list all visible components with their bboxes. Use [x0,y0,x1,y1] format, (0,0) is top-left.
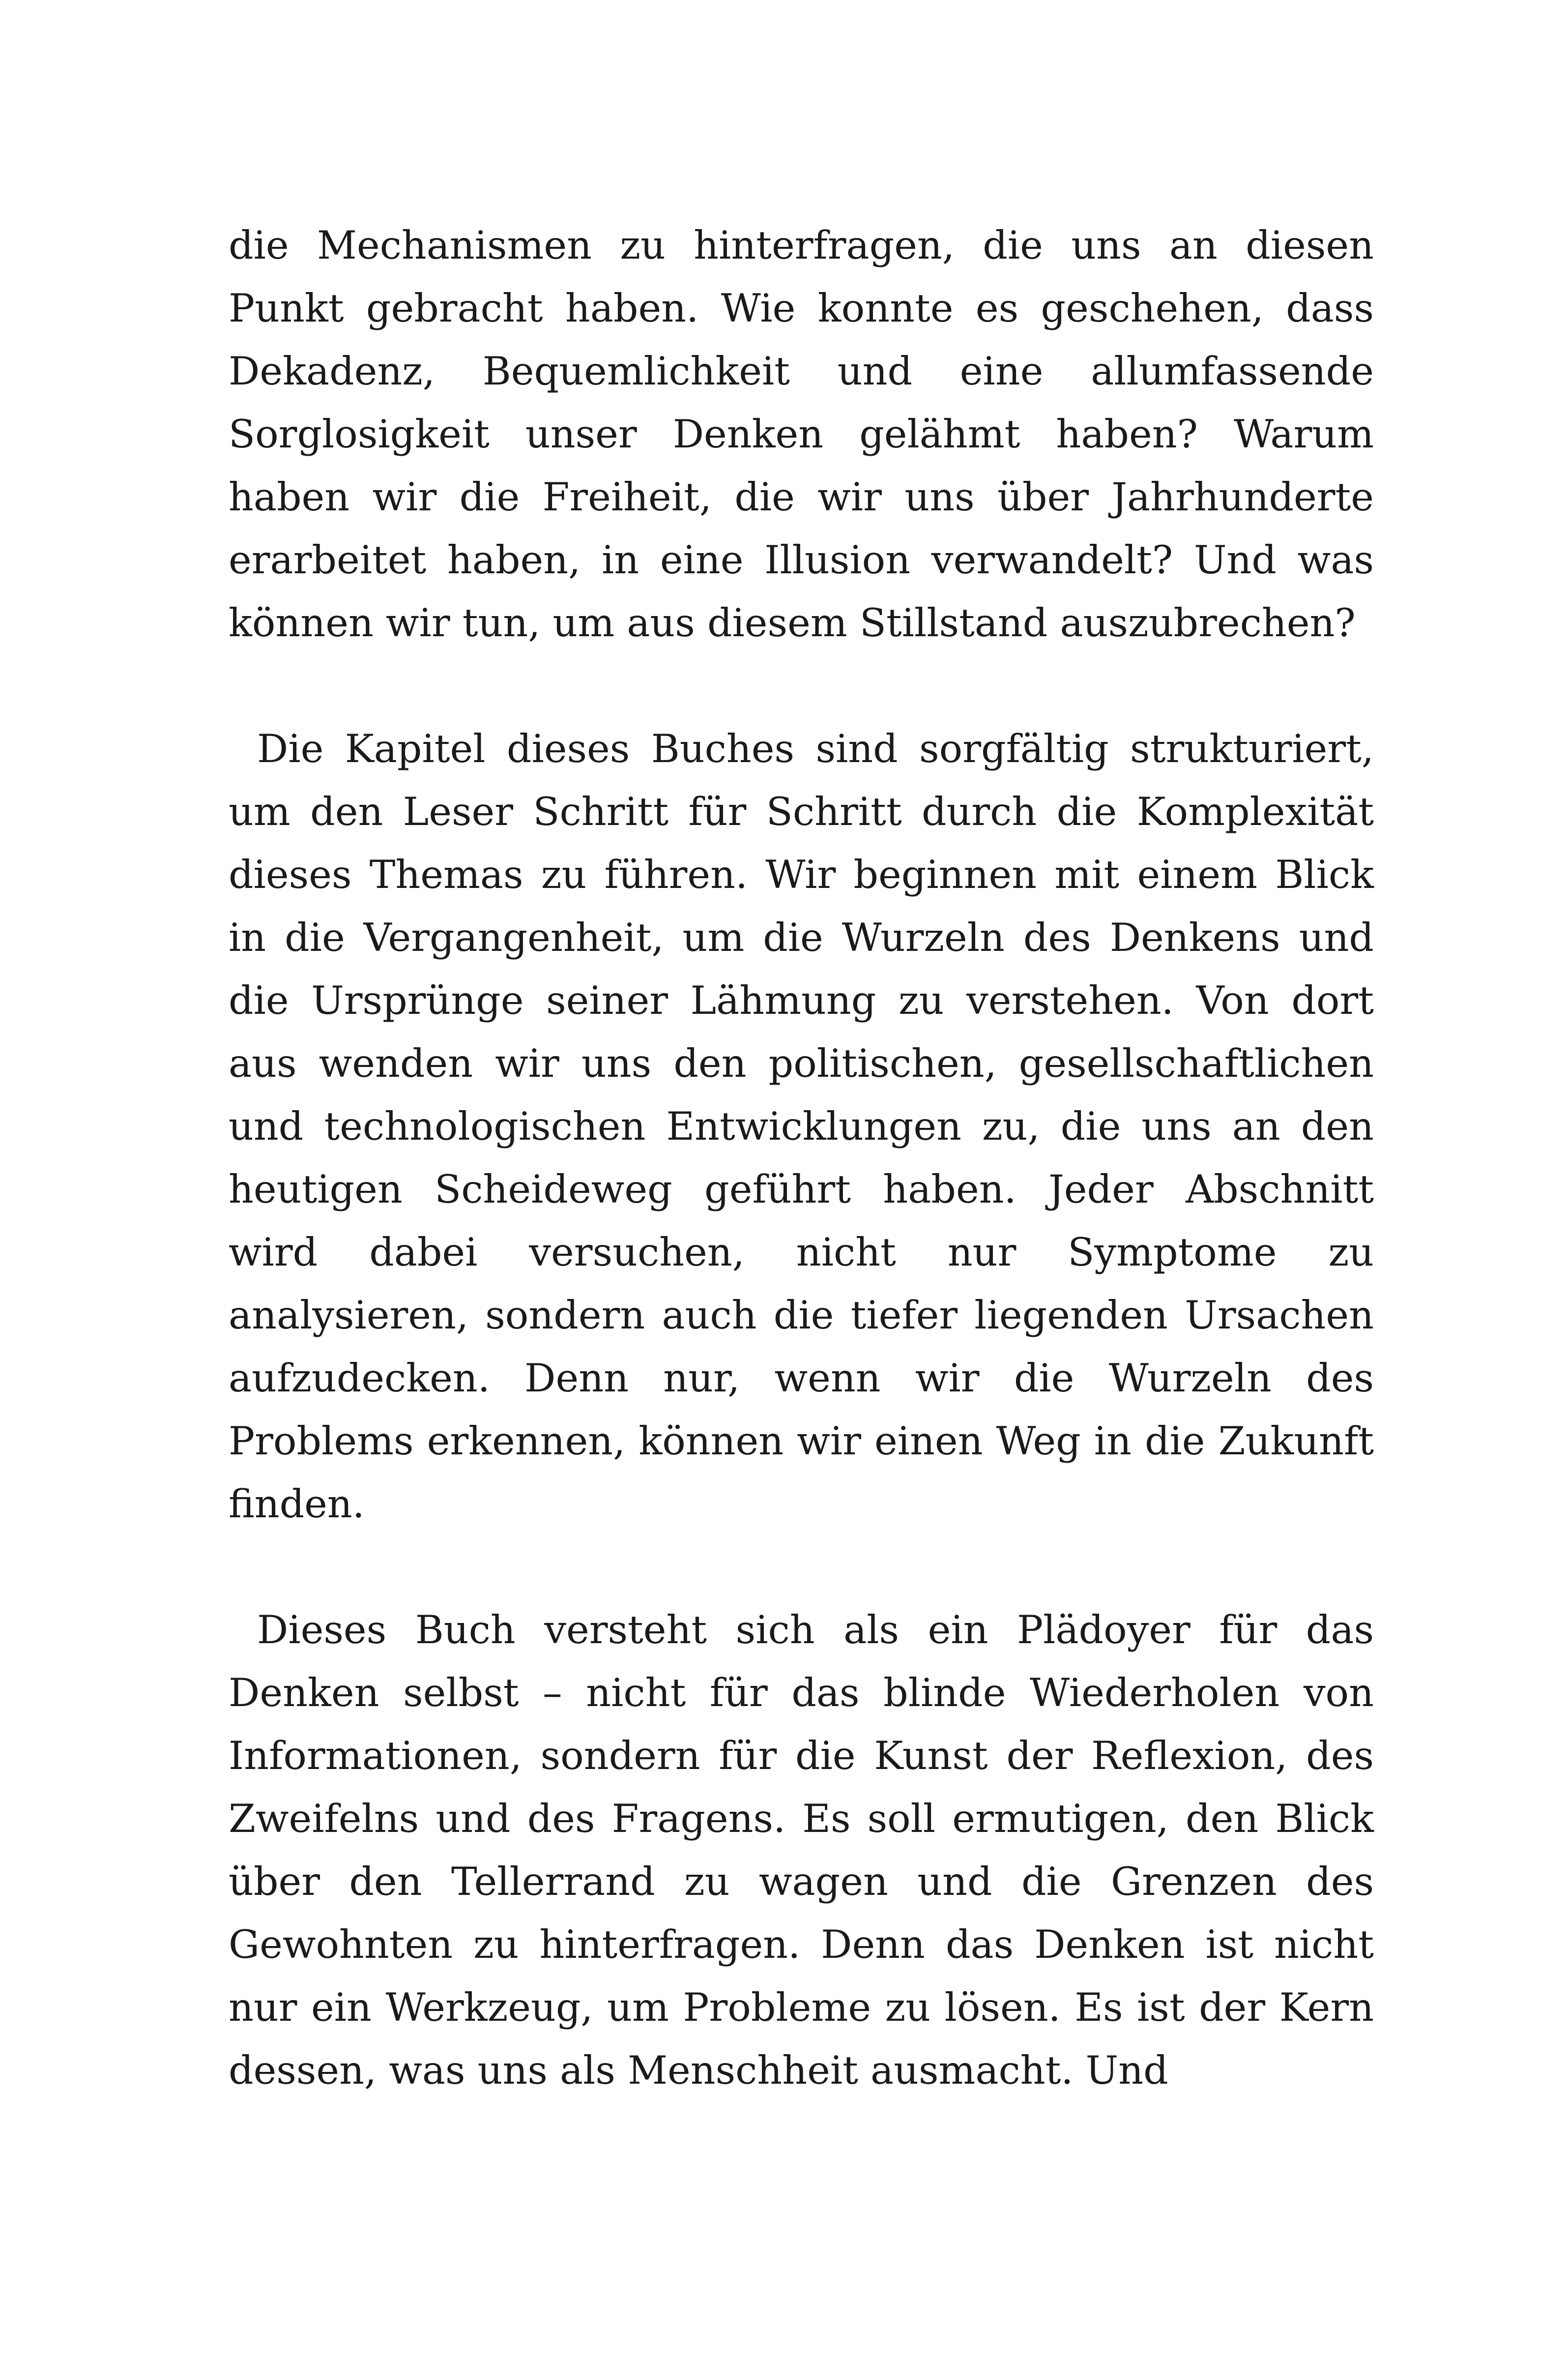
paragraph-plea-for-thinking: Dieses Buch versteht sich als ein Plädoyer für das Denken selbst – nicht für das blinde Wiederholen von Informationen, sondern für die Kunst der Reflexion, des Zweifelns und des Fragens. Es soll ermutigen, den Blick über den Tellerrand zu wagen und die Grenzen des Gewohnten zu hinterfragen. Denn das Denken ist nicht nur ein Werkzeug, um Probleme zu lösen. Es ist der Kern dessen, was uns als Menschheit ausmacht. Und [229,1607,1374,2093]
book-page-body [229,214,1374,2102]
paragraph-chapter-structure: Die Kapitel dieses Buches sind sorgfältig strukturiert, um den Leser Schritt für Schritt durch die Komplexität dieses Themas zu führen. Wir beginnen mit einem Blick in die Vergangenheit, um die Wurzeln des Denkens und die Ursprünge seiner Lähmung zu verstehen. Von dort aus wenden wir uns den politischen, gesellschaftlichen und technologischen Entwicklungen zu, die uns an den heutigen Scheideweg geführt haben. Jeder Abschnitt wird dabei versuchen, nicht nur Symptome zu analysieren, sondern auch die tiefer liegenden Ursachen aufzudecken. Denn nur, wenn wir die Wurzeln des Problems erkennen, können wir einen Weg in die Zukunft finden. [229,726,1374,1527]
paragraph-continuation: die Mechanismen zu hinterfragen, die uns an diesen Punkt gebracht haben. Wie konnte es geschehen, dass Dekadenz, Bequemlichkeit und eine allumfassende Sorglosigkeit unser Denken gelähmt haben? Warum haben wir die Freiheit, die wir uns über Jahrhunderte erarbeitet haben, in eine Illusion verwandelt? Und was können wir tun, um aus diesem Stillstand auszubrechen? [229,223,1374,646]
